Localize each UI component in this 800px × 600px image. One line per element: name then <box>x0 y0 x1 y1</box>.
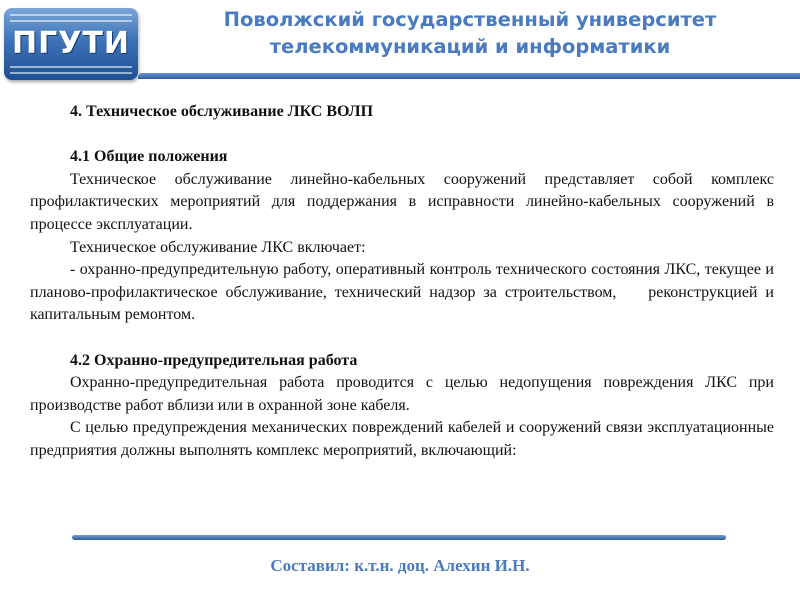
logo-stripe <box>10 72 132 74</box>
logo-stripe <box>10 14 132 16</box>
logo-stripe <box>10 66 132 68</box>
paragraph-protection-measures: С целью предупреждения механических повреждений кабелей и сооружений связи эксплуатационные предприятия должны выполнять комплекс мероприятий, включающий: <box>30 419 774 459</box>
subsection-title-protection: 4.2 Охранно-предупредительная работа <box>70 351 358 369</box>
slide-content <box>30 101 778 463</box>
spacer <box>30 327 774 350</box>
university-logo <box>4 8 138 80</box>
paragraph-includes: Техническое обслуживание ЛКС включает: <box>70 238 366 256</box>
paragraph-list-item: - охранно-предупредительную работу, оперативный контроль технического состояния ЛКС, текущее и планово-профилактическое обслуживание, технический надзор за строительством, реконструкцией и капитальным ремонтом. <box>30 261 778 324</box>
header-divider <box>138 73 800 79</box>
university-title <box>150 6 790 60</box>
logo-text: ПГУТИ <box>12 26 130 61</box>
university-title-line2: телекоммуникаций и информатики <box>269 35 671 58</box>
section-title: 4. Техническое обслуживание ЛКС ВОЛП <box>70 103 374 120</box>
logo-stripe <box>10 20 132 22</box>
footer-author: Составил: к.т.н. доц. Алехин И.Н. <box>270 556 530 575</box>
university-title-line1: Поволжский государственный университет <box>223 8 717 31</box>
spacer <box>30 124 774 147</box>
paragraph-protection-purpose: Охранно-предупредительная работа проводится с целью недопущения повреждения ЛКС при производстве работ вблизи или в охранной зоне кабеля. <box>30 374 774 414</box>
footer-divider <box>72 535 726 540</box>
subsection-title-general: 4.1 Общие положения <box>70 148 228 166</box>
paragraph-definition: Техническое обслуживание линейно-кабельных сооружений представляет собой комплекс профилактических мероприятий для поддержания в исправности линейно-кабельных сооружений в процессе эксплуатации. <box>30 170 774 233</box>
